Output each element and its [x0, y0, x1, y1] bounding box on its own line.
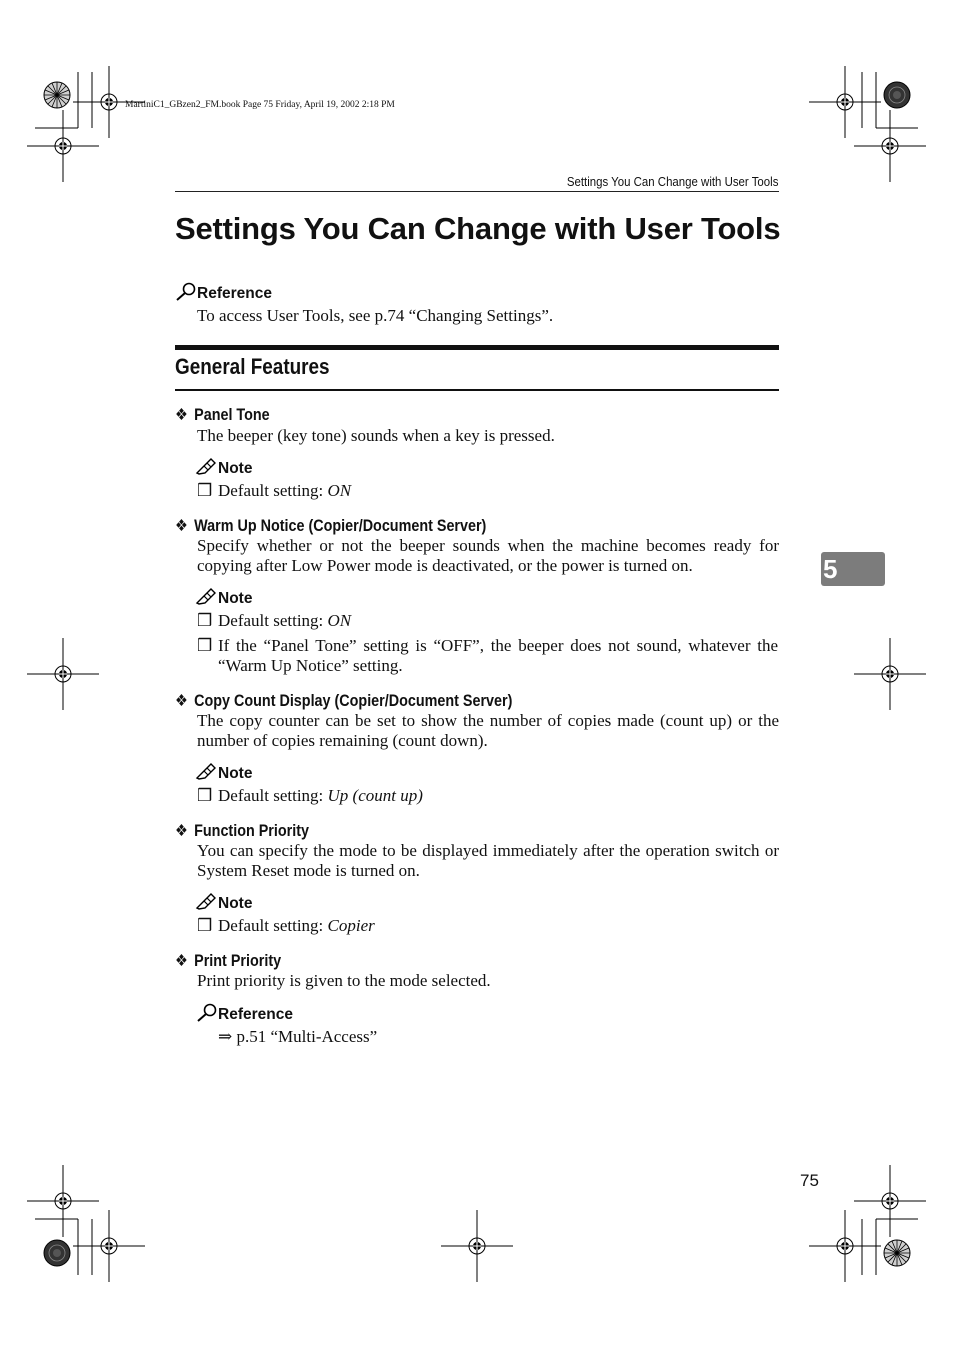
item-description: The copy counter can be set to show the number of copies made (count up) or the number of copies remaining (count down). — [197, 711, 779, 750]
page-number: 75 — [800, 1171, 819, 1190]
note-heading: Note — [218, 895, 252, 913]
checkbox-icon: ❒ — [197, 611, 213, 630]
item-heading: ❖ Warm Up Notice (Copier/Document Server) — [175, 517, 487, 535]
note-item: ❒ Default setting: Up (count up) — [197, 786, 423, 805]
note-item: ❒ Default setting: ON — [197, 611, 352, 630]
checkbox-icon: ❒ — [197, 916, 213, 935]
pencil-icon — [195, 587, 217, 605]
item-description: You can specify the mode to be displayed immediately after the operation switch or System Reset mode is turned on. — [197, 841, 779, 880]
note-heading: Note — [218, 590, 252, 608]
diamond-bullet-icon: ❖ — [175, 406, 188, 424]
diamond-bullet-icon: ❖ — [175, 952, 188, 970]
section-title: General Features — [175, 354, 330, 379]
magnifier-icon — [175, 282, 197, 302]
pencil-icon — [195, 457, 217, 475]
chapter-number: 5 — [823, 554, 838, 584]
item-description: The beeper (key tone) sounds when a key is pressed. — [197, 426, 555, 445]
running-header: Settings You Can Change with User Tools — [566, 174, 778, 189]
header-rule — [175, 191, 779, 192]
section-rule-bottom — [175, 389, 779, 391]
note-heading: Note — [218, 460, 252, 478]
note-item: ❒ Default setting: ON — [197, 481, 352, 500]
page-title: Settings You Can Change with User Tools — [175, 211, 781, 246]
item-description: Print priority is given to the mode selected. — [197, 971, 491, 990]
note-item: ❒ Default setting: Copier — [197, 916, 375, 935]
magnifier-icon — [196, 1003, 218, 1023]
diamond-bullet-icon: ❖ — [175, 692, 188, 710]
reference-heading: Reference — [197, 285, 272, 303]
checkbox-icon: ❒ — [197, 481, 213, 500]
diamond-bullet-icon: ❖ — [175, 517, 188, 535]
reference-link[interactable]: ⇒ p.51 “Multi-Access” — [218, 1027, 378, 1046]
item-heading: ❖ Print Priority — [175, 952, 282, 970]
item-heading: ❖ Copy Count Display (Copier/Document Server) — [175, 692, 513, 710]
diamond-bullet-icon: ❖ — [175, 822, 188, 840]
checkbox-icon: ❒ — [197, 636, 213, 655]
note-heading: Note — [218, 765, 252, 783]
reference-heading: Reference — [218, 1006, 293, 1024]
checkbox-icon: ❒ — [197, 786, 213, 805]
item-heading: ❖ Function Priority — [175, 822, 309, 840]
section-rule-top — [175, 345, 779, 350]
item-description: Specify whether or not the beeper sounds when the machine becomes ready for copying after Low Power mode is deactivated, or the power is turned on. — [197, 536, 779, 575]
pencil-icon — [195, 762, 217, 780]
reference-text: To access User Tools, see p.74 “Changing Settings”. — [197, 306, 554, 325]
pencil-icon — [195, 892, 217, 910]
book-info: MartiniC1_GBzen2_FM.book Page 75 Friday, April 19, 2002 2:18 PM — [125, 100, 395, 110]
note-item: ❒ If the “Panel Tone” setting is “OFF”, the beeper does not sound, whatever the “Warm Up Notice” setting. — [197, 636, 778, 675]
item-heading: ❖ Panel Tone — [175, 406, 270, 424]
